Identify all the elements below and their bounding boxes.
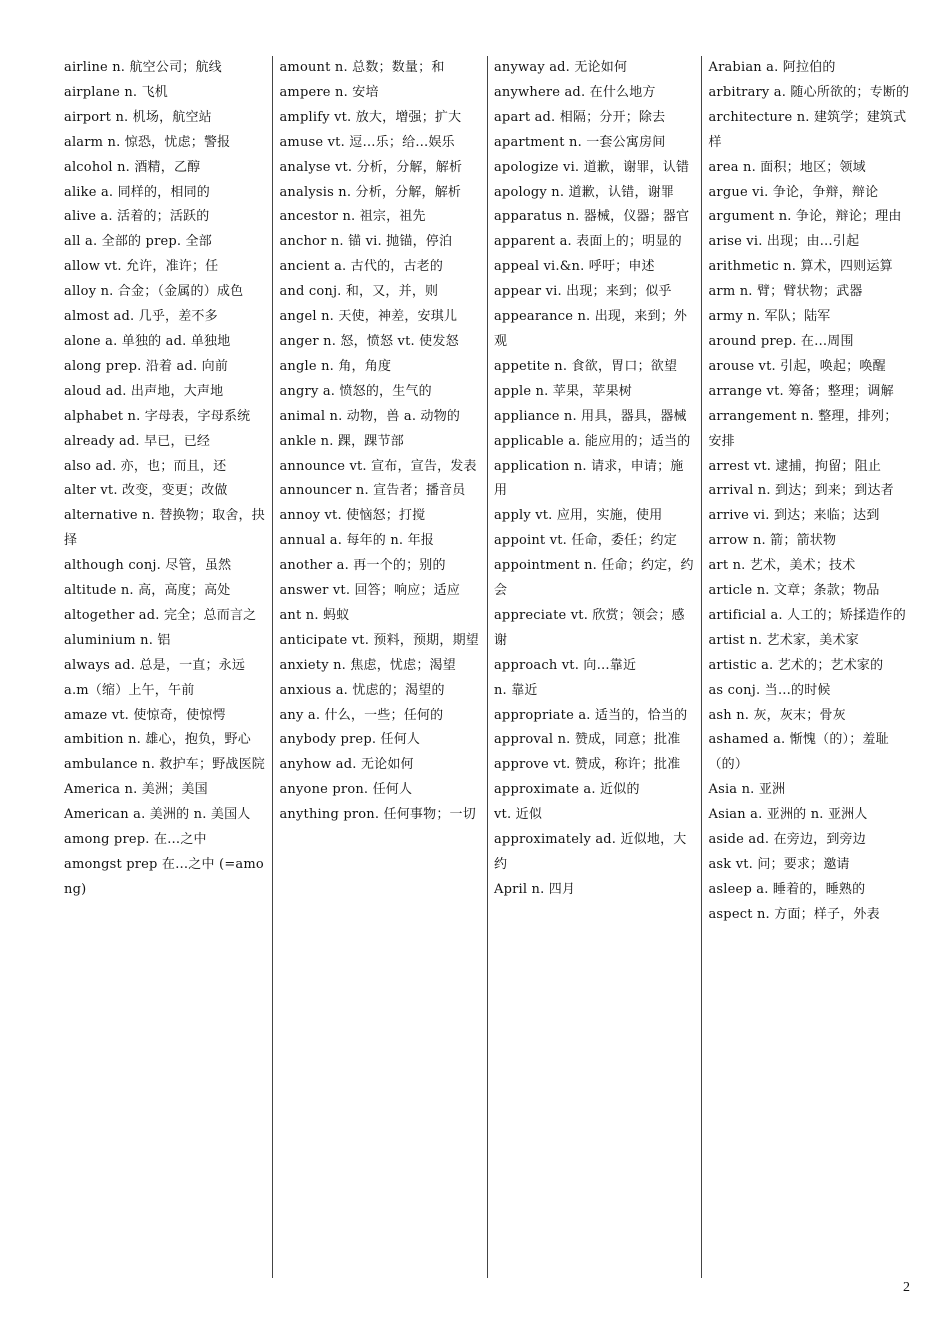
vocab-entry: appointment n. 任命；约定，约会 <box>493 558 694 599</box>
vocab-entry: application n. 请求，申请；施用 <box>493 458 684 499</box>
vocab-entry: alternative n. 替换物；取舍，抉择 <box>64 508 265 549</box>
vocab-entry: anywhere ad. 在什么地方 <box>493 84 656 100</box>
vocab-entry: allow vt. 允许，准许；任 <box>64 259 219 275</box>
vocab-entry: ant n. 蚂蚁 <box>279 607 350 623</box>
vocab-entry: along prep. 沿着 ad. 向前 <box>64 358 229 374</box>
vocab-entry: army n. 军队；陆军 <box>708 309 831 325</box>
vocab-entry: around prep. 在…周围 <box>708 333 854 349</box>
vocab-entry: amaze vt. 使惊奇，使惊愕 <box>64 707 226 723</box>
vocab-entry: apologize vi. 道歉，谢罪，认错 <box>493 159 690 175</box>
vocab-entry: approximate a. 近似的 <box>493 782 640 798</box>
vocab-entry: anxiety n. 焦虑，忧虑；渴望 <box>279 657 456 673</box>
vocab-entry: April n. 四月 <box>493 881 576 897</box>
vocab-entry: artistic a. 艺术的；艺术家的 <box>708 657 884 673</box>
vocab-entry: amuse vt. 逗…乐；给…娱乐 <box>279 134 455 150</box>
vocab-entry: amongst prep 在…之中 (=among) <box>64 857 264 897</box>
vocab-entry: ancient a. 古代的，古老的 <box>279 259 444 275</box>
vocab-entry: appoint vt. 任命，委任；约定 <box>493 533 677 549</box>
vocab-entry: appropriate a. 适当的，恰当的 <box>493 707 688 723</box>
page-number: 2 <box>903 1280 910 1295</box>
vocab-entry: apparatus n. 器械，仪器；器官 <box>493 209 690 225</box>
vocab-entry: anchor n. 锚 vi. 抛锚，停泊 <box>279 234 453 250</box>
vocab-entry: ashamed a. 惭愧（的）；羞耻（的） <box>708 732 889 773</box>
vocab-entry: appear vi. 出现；来到；似乎 <box>493 284 672 300</box>
vocab-entry: apply vt. 应用，实施，使用 <box>493 508 663 524</box>
vocab-entry: anyone pron. 任何人 <box>279 782 413 798</box>
vocab-entry: anxious a. 忧虑的；渴望的 <box>279 682 445 698</box>
vocab-entry: alter vt. 改变，变更；改做 <box>64 483 228 499</box>
vocab-entry: arm n. 臂；臂状物；武器 <box>708 284 863 300</box>
vocab-entry: apartment n. 一套公寓房间 <box>493 134 666 150</box>
vocab-entry: anybody prep. 任何人 <box>279 732 421 748</box>
vocab-entry: article n. 文章；条款；物品 <box>708 583 880 599</box>
vocab-entry: among prep. 在…之中 <box>64 832 207 848</box>
vocab-entry: angle n. 角，角度 <box>279 358 392 374</box>
vocab-entry: ampere n. 安培 <box>279 84 379 100</box>
vocab-entry: ask vt. 问；要求；邀请 <box>708 857 850 872</box>
vocab-entry: alloy n. 合金；（金属的）成色 <box>64 284 244 300</box>
vocab-entry: artist n. 艺术家，美术家 <box>708 632 859 648</box>
vocab-entry: announce vt. 宣布，宣告，发表 <box>279 458 477 474</box>
vocab-entry: announcer n. 宣告者；播音员 <box>279 483 466 499</box>
vocab-entry: alcohol n. 酒精，乙醇 <box>64 159 201 175</box>
vocab-entry: anyway ad. 无论如何 <box>493 60 628 75</box>
vocab-entry: applicable a. 能应用的；适当的 <box>493 433 691 449</box>
vocab-entry: asleep a. 睡着的，睡熟的 <box>708 881 866 897</box>
vocab-entry: any a. 什么，一些；任何的 <box>279 707 444 723</box>
vocab-entry: arrow n. 箭；箭状物 <box>708 533 837 549</box>
vocab-entry: America n. 美洲；美国 <box>64 782 208 798</box>
vocab-entry: altogether ad. 完全；总而言之 <box>64 607 257 623</box>
vocab-entry: already ad. 早已，已经 <box>64 433 211 449</box>
column-4 <box>701 56 916 1278</box>
vocab-entry: alone a. 单独的 ad. 单独地 <box>64 333 231 349</box>
vocab-entry: architecture n. 建筑学；建筑式样 <box>708 109 907 150</box>
vocab-entry: n. 靠近 <box>493 682 538 698</box>
vocab-entry: apparent a. 表面上的；明显的 <box>493 234 682 250</box>
vocab-entry: vt. 近似 <box>493 807 543 823</box>
vocab-entry: arouse vt. 引起，唤起；唤醒 <box>708 358 886 374</box>
vocab-entry: airport n. 机场，航空站 <box>64 109 212 125</box>
column-3 <box>487 56 702 1278</box>
vocab-entry: ankle n. 踝，踝节部 <box>279 433 404 449</box>
vocab-entry: approve vt. 赞成，称许；批准 <box>493 757 681 773</box>
vocab-entry: ash n. 灰，灰末；骨灰 <box>708 707 846 723</box>
vocab-entry: analysis n. 分析，分解，解析 <box>279 184 462 200</box>
vocab-entry: airplane n. 飞机 <box>64 84 168 100</box>
vocab-entry: American a. 美洲的 n. 美国人 <box>64 807 251 823</box>
vocab-entry: alike a. 同样的，相同的 <box>64 184 210 200</box>
vocab-entry: approach vt. 向…靠近 <box>493 657 637 673</box>
vocab-entry: another a. 再一个的；别的 <box>279 558 446 574</box>
vocab-entry: anything pron. 任何事物；一切 <box>279 807 476 823</box>
vocab-entry: argument n. 争论，辩论；理由 <box>708 209 902 225</box>
vocab-entry: alphabet n. 字母表，字母系统 <box>64 408 251 424</box>
vocab-entry: alarm n. 惊恐，忧虑；警报 <box>64 134 231 150</box>
vocab-entry: appeal vi.&n. 呼吁；申述 <box>493 259 655 275</box>
vocab-entry: annoy vt. 使恼怒；打搅 <box>279 508 426 524</box>
vocab-entry: approximately ad. 近似地，大约 <box>493 832 687 872</box>
vocab-entry: anger n. 怒，愤怒 vt. 使发怒 <box>279 333 459 349</box>
vocab-entry: aside ad. 在旁边，到旁边 <box>708 832 866 848</box>
vocab-entry: area n. 面积；地区；领域 <box>708 159 866 175</box>
vocab-entry: artificial a. 人工的；矫揉造作的 <box>708 607 906 623</box>
vocab-entry: art n. 艺术，美术；技术 <box>708 558 856 574</box>
vocab-entry: argue vi. 争论，争辩，辩论 <box>708 184 879 200</box>
vocab-entry: aluminium n. 铝 <box>64 632 171 648</box>
vocab-entry: aloud ad. 出声地，大声地 <box>64 383 224 399</box>
vocab-entry: altitude n. 高，高度；高处 <box>64 583 231 599</box>
vocab-entry: a.m（缩）上午，午前 <box>64 682 195 698</box>
vocab-entry: anticipate vt. 预料，预期，期望 <box>279 632 479 648</box>
vocab-entry: although conj. 尽管，虽然 <box>64 558 232 574</box>
vocab-entry: as conj. 当…的时候 <box>708 682 831 698</box>
vocab-entry: Asian a. 亚洲的 n. 亚洲人 <box>708 807 868 823</box>
vocab-entry: amount n. 总数；数量；和 <box>279 60 445 75</box>
vocab-entry: animal n. 动物，兽 a. 动物的 <box>279 408 461 424</box>
vocab-entry: apology n. 道歉，认错，谢罪 <box>493 184 675 200</box>
column-1 <box>58 56 272 1278</box>
vocab-entry: appearance n. 出现，来到；外观 <box>493 309 688 349</box>
column-2 <box>272 56 487 1278</box>
vocab-entry: apart ad. 相隔；分开；除去 <box>493 109 666 125</box>
vocab-entry: ancestor n. 祖宗，祖先 <box>279 209 426 225</box>
vocab-entry: all a. 全部的 prep. 全部 <box>64 234 212 250</box>
vocab-entry: arrival n. 到达；到来；到达者 <box>708 483 894 499</box>
vocab-entry: Asia n. 亚洲 <box>708 782 786 798</box>
vocab-entry: ambition n. 雄心，抱负，野心 <box>64 732 251 748</box>
vocab-entry: analyse vt. 分析，分解，解析 <box>279 159 463 175</box>
vocab-entry: appreciate vt. 欣赏；领会；感谢 <box>493 607 685 648</box>
vocab-entry: apple n. 苹果，苹果树 <box>493 383 632 399</box>
vocab-entry: almost ad. 几乎，差不多 <box>64 309 218 325</box>
vocab-entry: arrange vt. 筹备；整理；调解 <box>708 383 894 399</box>
vocabulary-columns <box>58 56 916 1278</box>
vocab-entry: also ad. 亦，也；而且，还 <box>64 458 227 474</box>
vocab-entry: angry a. 愤怒的，生气的 <box>279 383 432 399</box>
vocab-entry: angel n. 天使，神差，安琪儿 <box>279 309 458 325</box>
vocab-entry: arbitrary a. 随心所欲的；专断的 <box>708 84 910 100</box>
vocab-entry: aspect n. 方面；样子，外表 <box>708 906 880 922</box>
vocab-entry: alive a. 活着的；活跃的 <box>64 209 210 225</box>
vocab-entry: amplify vt. 放大，增强；扩大 <box>279 109 462 125</box>
vocab-entry: always ad. 总是，一直；永远 <box>64 657 246 673</box>
vocab-entry: approval n. 赞成，同意；批准 <box>493 732 681 748</box>
vocab-entry: annual a. 每年的 n. 年报 <box>279 533 434 549</box>
vocab-entry: arrangement n. 整理，排列；安排 <box>708 408 898 449</box>
vocab-entry: appliance n. 用具，器具，器械 <box>493 408 687 424</box>
vocab-entry: arise vi. 出现；由…引起 <box>708 234 860 250</box>
vocab-entry: appetite n. 食欲，胃口；欲望 <box>493 358 678 374</box>
vocab-entry: Arabian a. 阿拉伯的 <box>708 60 836 75</box>
vocab-entry: answer vt. 回答；响应；适应 <box>279 583 461 599</box>
vocab-entry: anyhow ad. 无论如何 <box>279 757 414 773</box>
vocab-entry: and conj. 和，又，并，则 <box>279 284 439 300</box>
vocab-entry: arrest vt. 逮捕，拘留；阻止 <box>708 458 882 474</box>
vocab-entry: airline n. 航空公司；航线 <box>64 60 222 75</box>
vocab-entry: arrive vi. 到达；来临；达到 <box>708 508 880 524</box>
vocab-entry: ambulance n. 救护车；野战医院 <box>64 757 265 773</box>
vocab-entry: arithmetic n. 算术，四则运算 <box>708 259 893 275</box>
